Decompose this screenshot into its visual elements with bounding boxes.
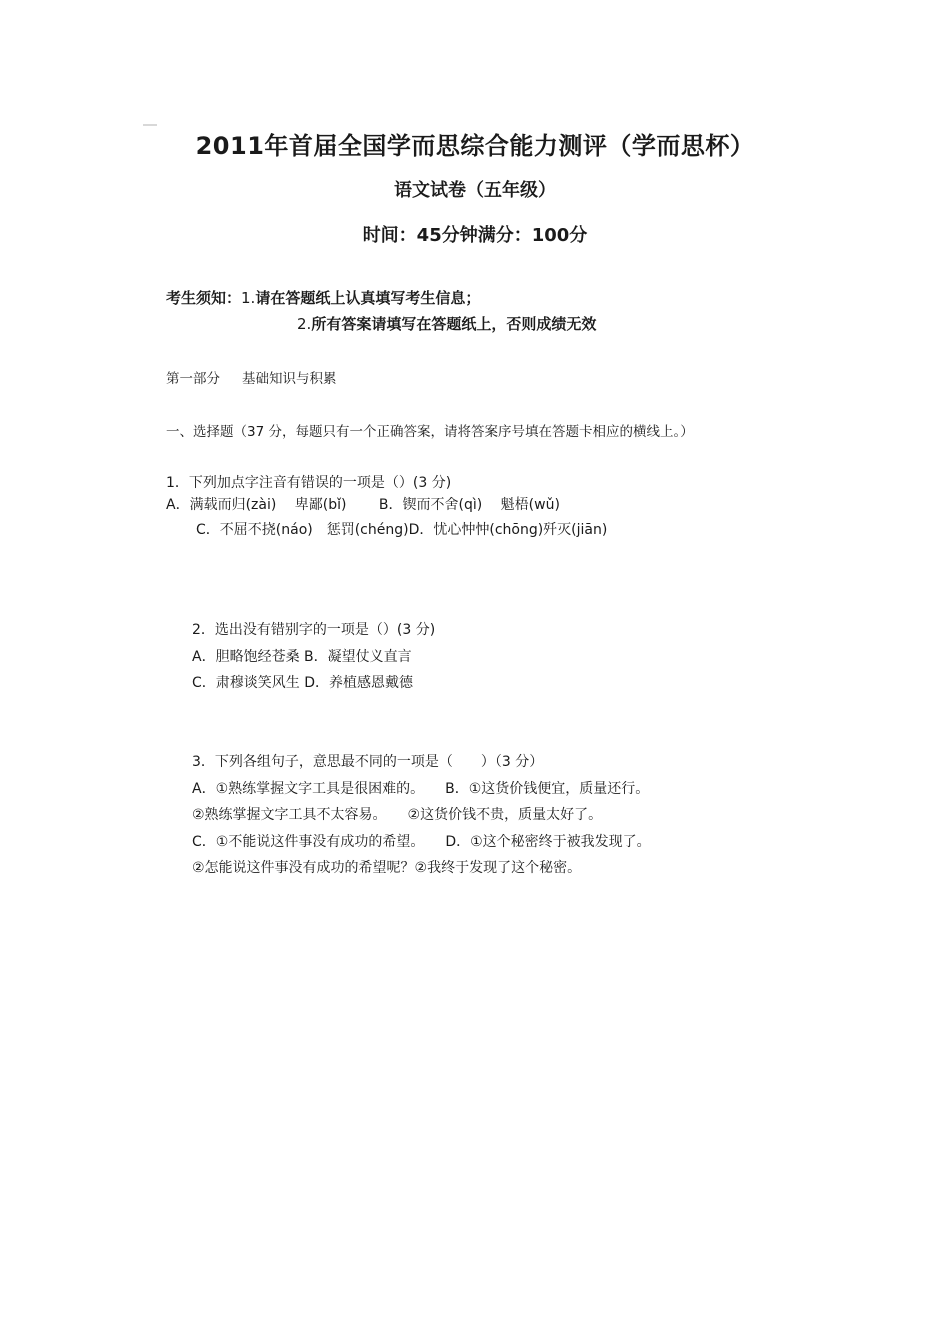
part-heading — [166, 367, 337, 387]
notice-item-text: 请在答题纸上认真填写考生信息； — [255, 289, 481, 307]
part-title: 基础知识与积累 — [242, 371, 337, 387]
question-2-options-cd: C．肃穆谈笑风生 D．养植感恩戴德 — [192, 675, 414, 691]
question-1-stem: 1．下列加点字注音有错误的一项是（）(3 分) — [166, 475, 452, 491]
notice-item-num: 2. — [297, 315, 312, 333]
question-1-options-cd: C．不屈不挠(náo) 惩罚(chéng)D．忧心忡忡(chōng)歼灭(jiān) — [196, 522, 608, 538]
question-2-options-ab: A．胆略饱经苍桑 B．凝望仗义直言 — [192, 649, 412, 665]
question-3-line-2: ②熟练掌握文字工具不太容易。 ②这货价钱不贵，质量太好了。 — [192, 807, 603, 823]
question-1-options-ab: A．满载而归(zài) 卑鄙(bǐ) B．锲而不舍(qì) 魁梧(wǔ) — [166, 497, 560, 513]
section-heading: 一、选择题（37 分，每题只有一个正确答案，请将答案序号填在答题卡相应的横线上。） — [166, 424, 694, 440]
notice-item-num: 1. — [241, 289, 256, 307]
notice-line-1 — [166, 287, 480, 308]
notice-line-2 — [297, 313, 596, 334]
question-3-line-4: ②怎能说这件事没有成功的希望呢？②我终于发现了这个秘密。 — [192, 860, 582, 876]
question-3-stem: 3．下列各组句子，意思最不同的一项是（ ）（3 分） — [192, 754, 544, 770]
part-name: 第一部分 — [166, 371, 220, 387]
exam-title: 2011年首届全国学而思综合能力测评（学而思杯） — [195, 132, 755, 160]
notice-item-text: 所有答案请填写在答题纸上，否则成绩无效 — [311, 315, 597, 333]
question-3-line-1: A．①熟练掌握文字工具是很困难的。 B．①这货价钱便宜，质量还行。 — [192, 781, 650, 797]
notice-label: 考生须知： — [166, 289, 242, 307]
exam-time-info: 时间：45分钟满分：100分 — [362, 225, 588, 246]
exam-subtitle: 语文试卷（五年级） — [394, 180, 556, 201]
question-2-stem: 2．选出没有错别字的一项是（）(3 分) — [192, 622, 436, 638]
question-3-line-3: C．①不能说这件事没有成功的希望。 D．①这个秘密终于被我发现了。 — [192, 834, 651, 850]
